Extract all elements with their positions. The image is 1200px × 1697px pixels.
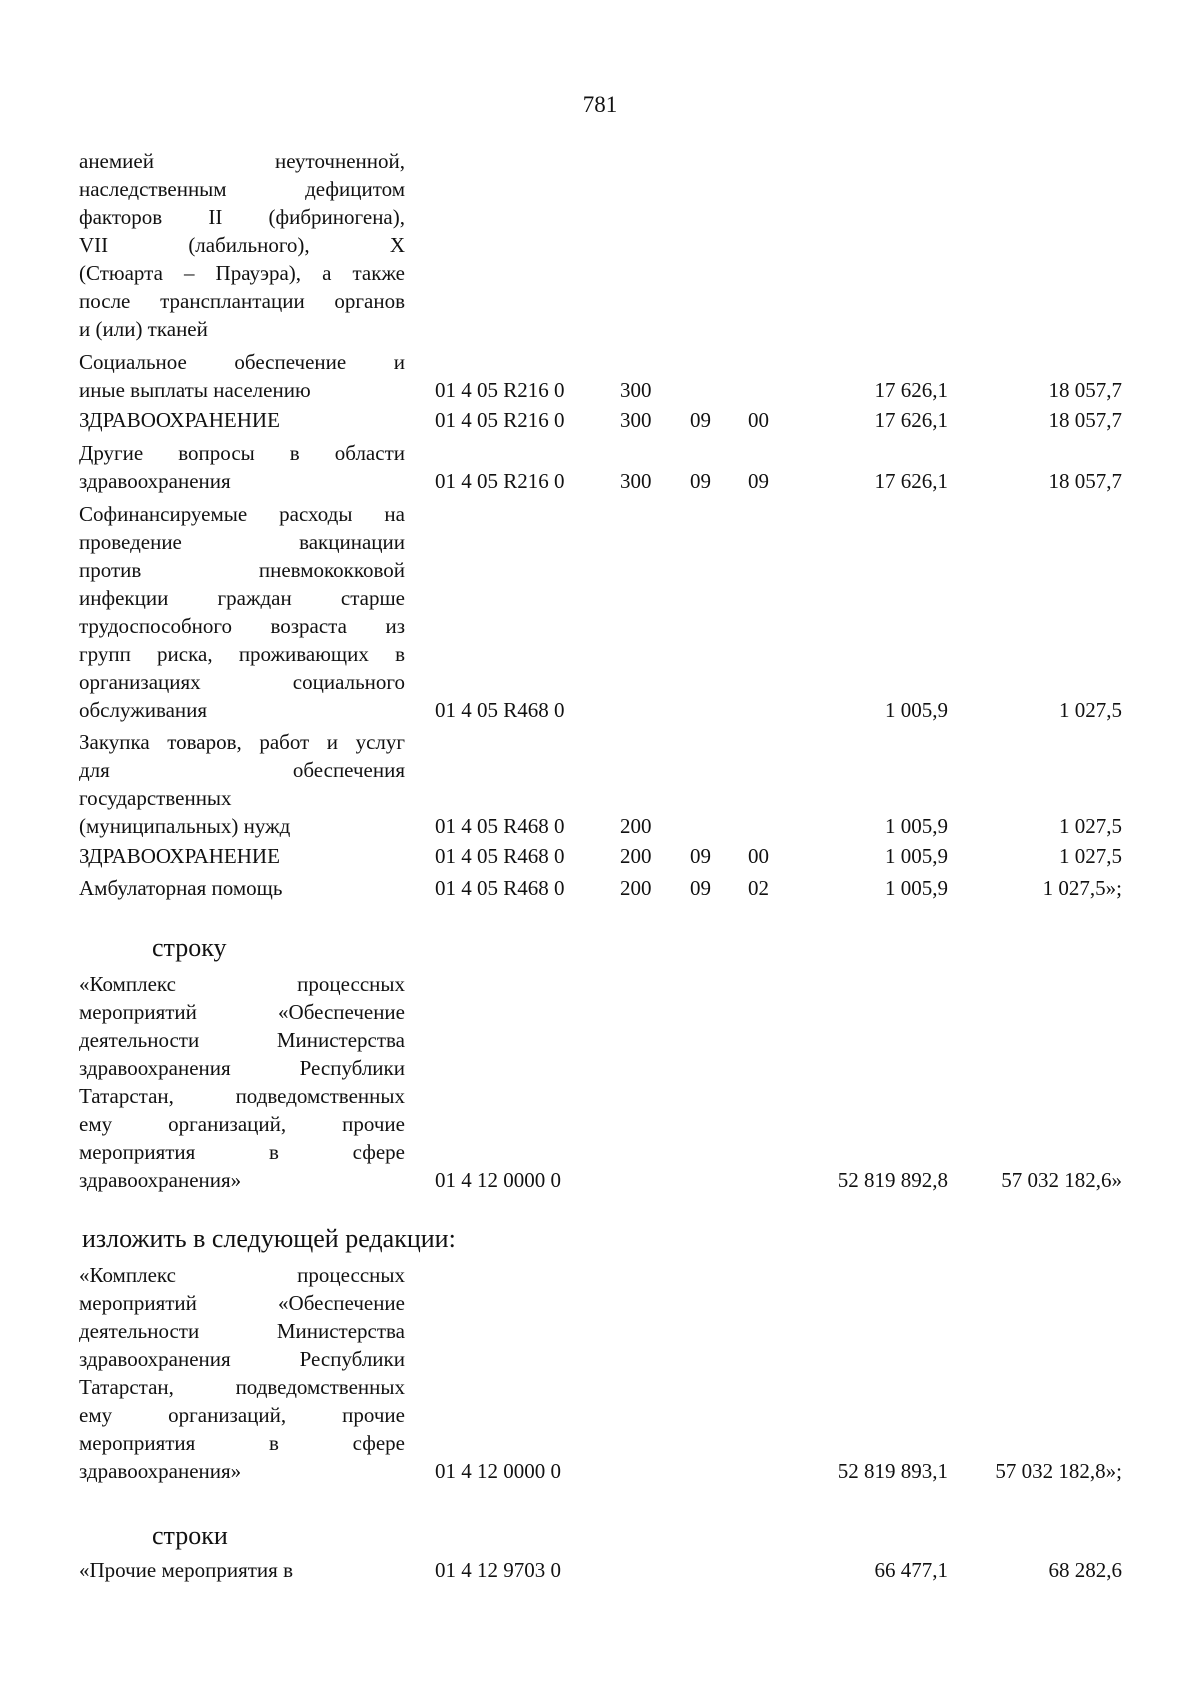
- row-amount-year2: 1 027,5: [1059, 844, 1122, 868]
- row-name: [79, 728, 405, 840]
- row-name-line: Закупка товаров, работ и услуг: [79, 730, 405, 754]
- row-name-line: иные выплаты населению: [79, 378, 311, 402]
- row-name: [79, 842, 405, 870]
- row-name-line: ЗДРАВООХРАНЕНИЕ: [79, 408, 280, 432]
- heading-stroki: строки: [152, 1521, 228, 1550]
- row-name-line: мероприятия в сфере: [79, 1431, 405, 1455]
- row-amount-year1: 17 626,1: [874, 469, 948, 493]
- row-name-line: ему организаций, прочие: [79, 1403, 405, 1427]
- row-name-line: мероприятий «Обеспечение: [79, 1291, 405, 1315]
- row-name-line: здравоохранения Республики: [79, 1347, 405, 1371]
- row-name-line: здравоохранения: [79, 469, 231, 493]
- row-name-line: «Прочие мероприятия в: [79, 1558, 293, 1582]
- row-name-line: инфекции граждан старше: [79, 586, 405, 610]
- row-subsection: 00: [748, 408, 769, 432]
- page-number: 781: [582, 92, 618, 117]
- row-code: 01 4 05 R216 0: [435, 408, 565, 432]
- row-section: 09: [690, 408, 711, 432]
- row-subsection: 02: [748, 876, 769, 900]
- row-amount-year2: 68 282,6: [1048, 1558, 1122, 1582]
- row-amount-year2: 18 057,7: [1048, 469, 1122, 493]
- row-name-line: Татарстан, подведомственных: [79, 1375, 405, 1399]
- row-code: 01 4 12 0000 0: [435, 1459, 561, 1483]
- row-name-line: факторов II (фибриногена),: [79, 205, 405, 229]
- row-name: [79, 439, 405, 495]
- heading-izlozhit: изложить в следующей редакции:: [82, 1224, 456, 1253]
- row-amount-year1: 52 819 892,8: [837, 1168, 948, 1192]
- row-name-line: (Стюарта – Прауэра), а также: [79, 261, 405, 285]
- row-code: 01 4 05 R468 0: [435, 814, 565, 838]
- row-name-line: проведение вакцинации: [79, 530, 405, 554]
- row-name-line: после трансплантации органов: [79, 289, 405, 313]
- row-name-line: деятельности Министерства: [79, 1319, 405, 1343]
- row-name-line: Татарстан, подведомственных: [79, 1084, 405, 1108]
- row-subsection: 00: [748, 844, 769, 868]
- row-amount-year1: 17 626,1: [874, 408, 948, 432]
- row-name-line: трудоспособного возраста из: [79, 614, 405, 638]
- row-name: [79, 874, 405, 902]
- row-name-line: «Комплекс процессных: [79, 972, 405, 996]
- row-expense-type: 200: [620, 814, 652, 838]
- row-name-line: анемией неуточненной,: [79, 149, 405, 173]
- row-name-line: здравоохранения Республики: [79, 1056, 405, 1080]
- row-name-line: ЗДРАВООХРАНЕНИЕ: [79, 844, 280, 868]
- row-code: 01 4 05 R468 0: [435, 698, 565, 722]
- row-name-line: здравоохранения»: [79, 1459, 242, 1483]
- row-name-line: групп риска, проживающих в: [79, 642, 405, 666]
- row-code: 01 4 05 R216 0: [435, 378, 565, 402]
- row-name-line: Другие вопросы в области: [79, 441, 405, 465]
- row-expense-type: 200: [620, 876, 652, 900]
- row-name-line: и (или) тканей: [79, 317, 208, 341]
- row-code: 01 4 05 R468 0: [435, 844, 565, 868]
- row-amount-year1: 66 477,1: [874, 1558, 948, 1582]
- row-amount-year2: 1 027,5: [1059, 698, 1122, 722]
- row-code: 01 4 05 R468 0: [435, 876, 565, 900]
- row-name-line: для обеспечения: [79, 758, 405, 782]
- row-amount-year2: 57 032 182,8»;: [995, 1459, 1122, 1483]
- row-name-line: государственных: [79, 786, 232, 810]
- row-section: 09: [690, 844, 711, 868]
- row-name: [79, 348, 405, 404]
- row-amount-year1: 1 005,9: [885, 698, 948, 722]
- row-expense-type: 200: [620, 844, 652, 868]
- row-subsection: 09: [748, 469, 769, 493]
- row-name-line: мероприятия в сфере: [79, 1140, 405, 1164]
- row-name-line: организациях социального: [79, 670, 405, 694]
- row-amount-year1: 52 819 893,1: [837, 1459, 948, 1483]
- row-name-line: мероприятий «Обеспечение: [79, 1000, 405, 1024]
- row-amount-year1: 1 005,9: [885, 844, 948, 868]
- row-expense-type: 300: [620, 469, 652, 493]
- row-amount-year2: 1 027,5: [1059, 814, 1122, 838]
- row-name-line: против пневмококковой: [79, 558, 405, 582]
- row-name: [79, 1556, 405, 1584]
- row-code: 01 4 05 R216 0: [435, 469, 565, 493]
- row-amount-year1: 17 626,1: [874, 378, 948, 402]
- row-name: [79, 147, 405, 343]
- row-name: [79, 1261, 405, 1485]
- row-name-line: обслуживания: [79, 698, 208, 722]
- row-section: 09: [690, 469, 711, 493]
- row-name-line: здравоохранения»: [79, 1168, 242, 1192]
- row-code: 01 4 12 0000 0: [435, 1168, 561, 1192]
- row-amount-year2: 1 027,5»;: [1042, 876, 1122, 900]
- row-name-line: Социальное обеспечение и: [79, 350, 405, 374]
- row-name: [79, 406, 405, 434]
- heading-stroku: строку: [152, 933, 227, 962]
- row-amount-year1: 1 005,9: [885, 876, 948, 900]
- row-code: 01 4 12 9703 0: [435, 1558, 561, 1582]
- row-name-line: Амбулаторная помощь: [79, 876, 283, 900]
- row-name-line: (муниципальных) нужд: [79, 814, 291, 838]
- row-amount-year2: 18 057,7: [1048, 378, 1122, 402]
- row-expense-type: 300: [620, 378, 652, 402]
- row-name: [79, 970, 405, 1194]
- row-name-line: деятельности Министерства: [79, 1028, 405, 1052]
- row-name-line: наследственным дефицитом: [79, 177, 405, 201]
- row-amount-year2: 18 057,7: [1048, 408, 1122, 432]
- row-name-line: ему организаций, прочие: [79, 1112, 405, 1136]
- row-amount-year2: 57 032 182,6»: [1001, 1168, 1122, 1192]
- row-amount-year1: 1 005,9: [885, 814, 948, 838]
- row-name-line: Софинансируемые расходы на: [79, 502, 405, 526]
- row-section: 09: [690, 876, 711, 900]
- row-name-line: «Комплекс процессных: [79, 1263, 405, 1287]
- row-name: [79, 500, 405, 724]
- row-expense-type: 300: [620, 408, 652, 432]
- row-name-line: VII (лабильного), X: [79, 233, 405, 257]
